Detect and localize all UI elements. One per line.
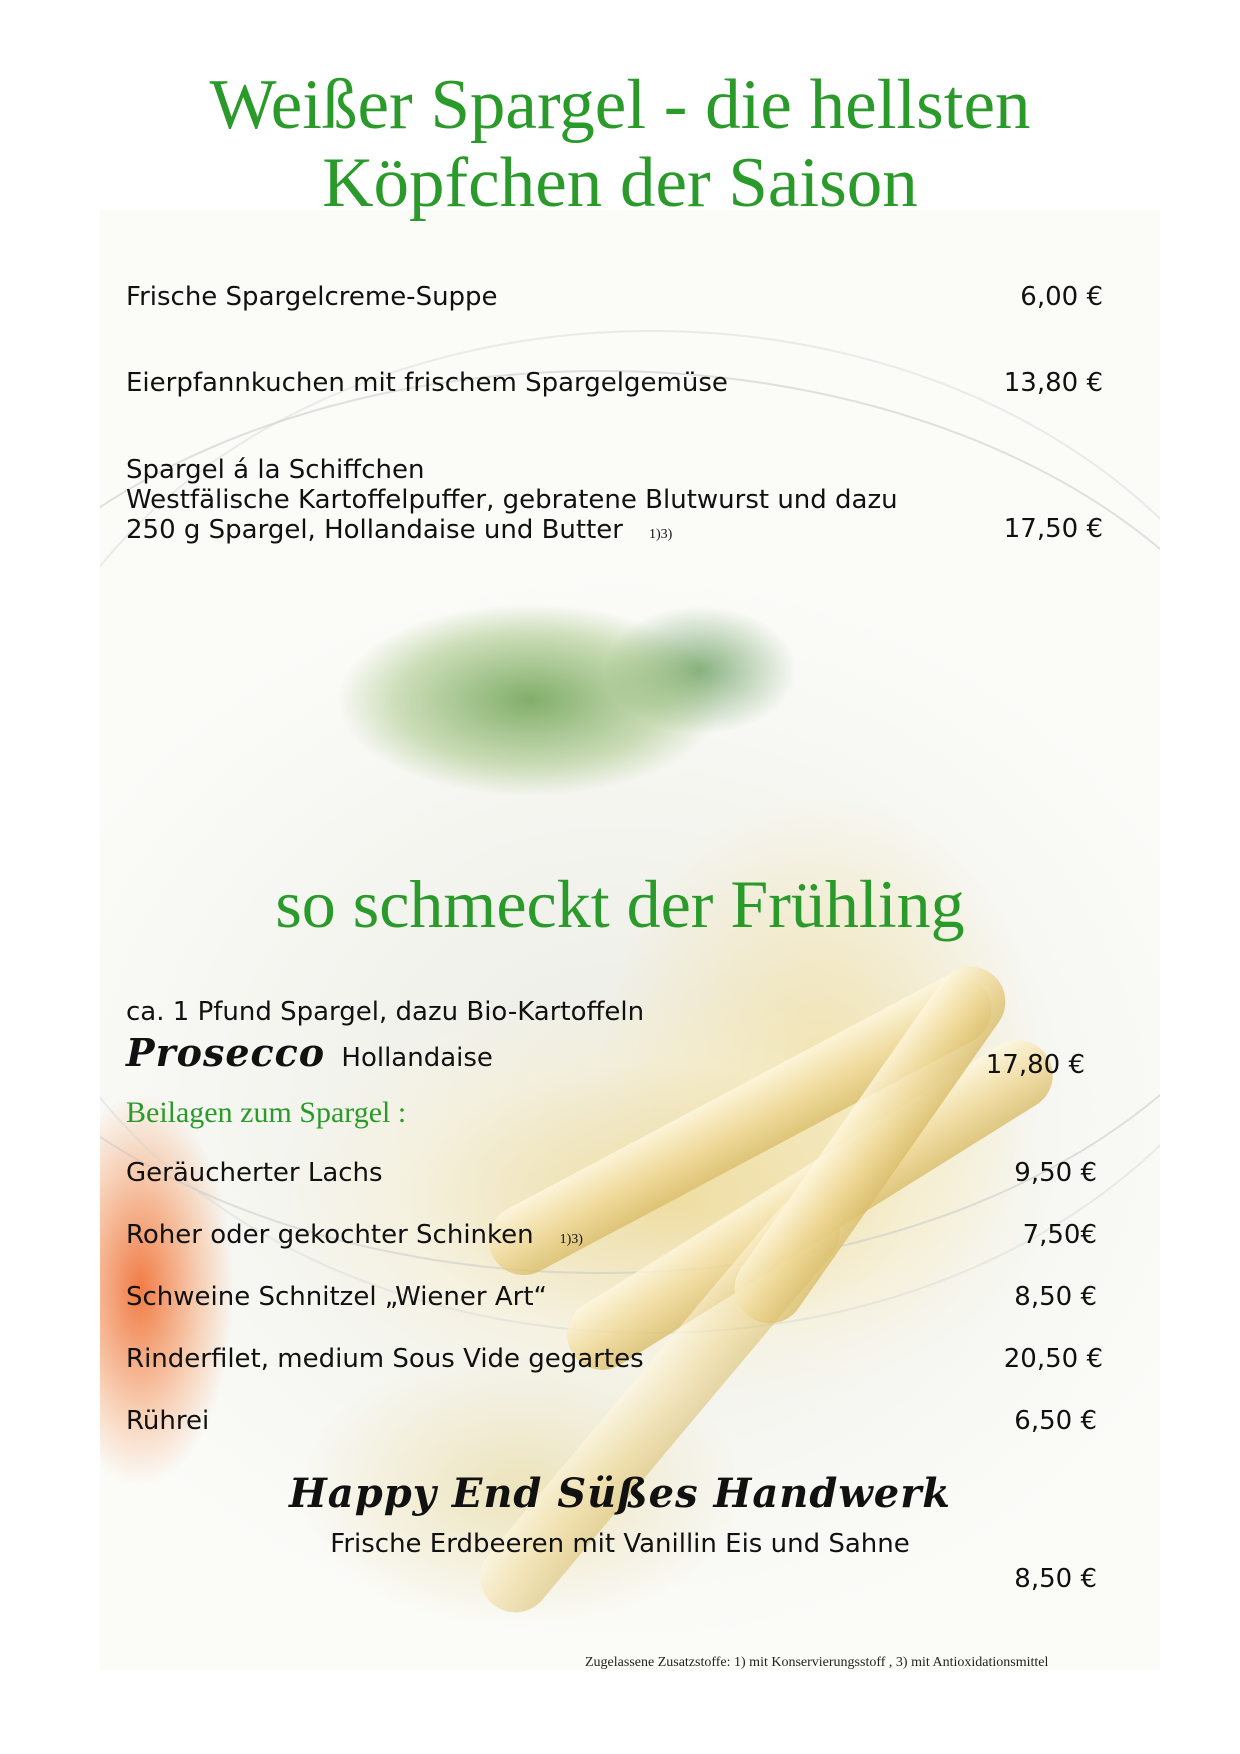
sides-heading: Beilagen zum Spargel : — [126, 1096, 407, 1129]
side-item-name: Geräucherter Lachs — [126, 1158, 383, 1188]
side-item-price: 20,50 € — [1003, 1344, 1103, 1374]
side-item-name — [126, 1220, 583, 1255]
prosecco-script-word: Prosecco — [126, 1030, 326, 1075]
menu-item-price: 6,00 € — [1020, 282, 1103, 312]
menu-item-price: 13,80 € — [1003, 368, 1103, 398]
dessert-title: Happy End Süßes Handwerk — [289, 1470, 951, 1517]
menu-item-name: Eierpfannkuchen mit frischem Spargelgemüse — [126, 368, 728, 398]
additive-note: 1)3) — [559, 1232, 583, 1247]
main-dish-price: 17,80 € — [985, 1050, 1085, 1080]
menu-item-name-line — [126, 515, 898, 550]
main-dish-text: Hollandaise — [341, 1043, 493, 1073]
menu-item-name — [126, 455, 898, 550]
dessert-price: 8,50 € — [1014, 1564, 1097, 1594]
title-line-2: Köpfchen der Saison — [322, 144, 918, 222]
side-item-name: Rührei — [126, 1406, 210, 1436]
menu-item-name-line: Westfälische Kartoffelpuffer, gebratene Blutwurst und dazu — [126, 485, 898, 515]
menu-item-price: 17,50 € — [1003, 514, 1103, 544]
side-item-price: 6,50 € — [1014, 1406, 1097, 1436]
menu-item-name-text: 250 g Spargel, Hollandaise und Butter — [126, 515, 623, 545]
side-item-price: 9,50 € — [1014, 1158, 1097, 1188]
additives-footnote: Zugelassene Zusatzstoffe: 1) mit Konservierungsstoff , 3) mit Antioxidationsmittel — [585, 1655, 1049, 1670]
menu-item-name: Frische Spargelcreme-Suppe — [126, 282, 498, 312]
side-item-text: Roher oder gekochter Schinken — [126, 1220, 534, 1250]
side-item-price: 8,50 € — [1014, 1282, 1097, 1312]
title-line-1: Weißer Spargel - die hellsten — [209, 66, 1031, 144]
menu-item-name-line: Spargel á la Schiffchen — [126, 455, 425, 485]
additive-note: 1)3) — [648, 527, 673, 542]
page-title — [0, 66, 1240, 222]
side-item-name: Rinderfilet, medium Sous Vide gegartes — [126, 1344, 644, 1374]
dessert-description: Frische Erdbeeren mit Vanillin Eis und Sahne — [330, 1529, 910, 1559]
section-subtitle: so schmeckt der Frühling — [275, 866, 965, 942]
side-item-price: 7,50€ — [1022, 1220, 1097, 1250]
side-item-name: Schweine Schnitzel „Wiener Art“ — [126, 1282, 547, 1312]
main-dish-line — [126, 1030, 493, 1075]
main-dish-line: ca. 1 Pfund Spargel, dazu Bio-Kartoffeln — [126, 997, 645, 1027]
